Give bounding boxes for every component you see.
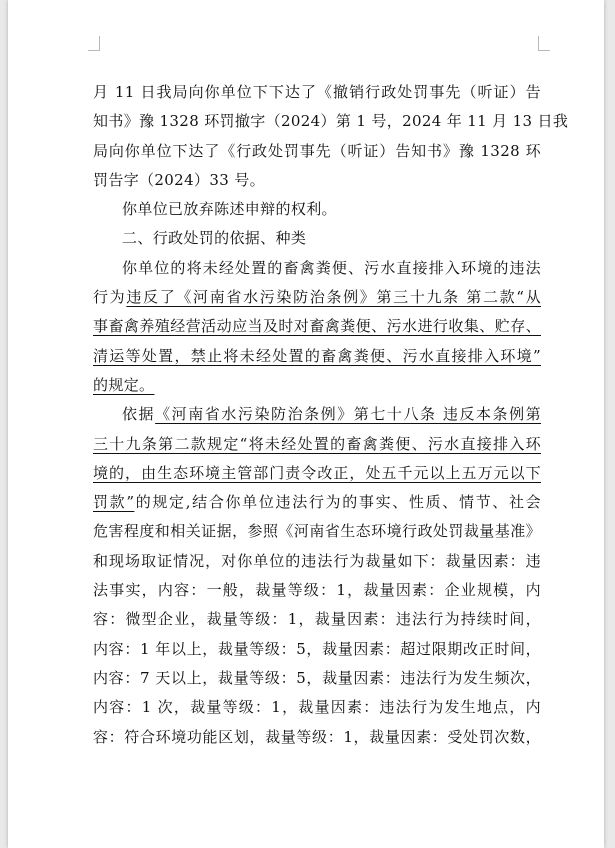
underlined-text: 《河南省水污染防治条例》第七十八条 违反本条例第 (155, 405, 542, 424)
page-corner-mark-left (88, 36, 100, 51)
document-page (8, 0, 604, 848)
text-line (93, 371, 541, 400)
underlined-text: 罚款” (93, 493, 135, 512)
text-line: 知书》豫 1328 环罚撤字（2024）第 1 号，2024 年 11 月 13 日我 (93, 112, 569, 131)
underlined-text: 境的，由生态环境主管部门责令改正，处五千元以上五万元以下 (93, 463, 541, 482)
text-line: 法事实，内容：一般，裁量等级：1，裁量因素：企业规模，内 (93, 581, 541, 600)
text-line (93, 459, 541, 488)
text-line: 罚款”的规定,结合你单位违法行为的事实、性质、情节、社会 (93, 493, 541, 512)
text-line: 局向你单位下达了《行政处罚事先（听证）告知书》豫 1328 环 (93, 141, 541, 160)
text-line: 容：符合环境功能区划，裁量等级：1，裁量因素：受处罚次数， (93, 727, 541, 746)
text-line (93, 342, 541, 371)
text-line: 罚告字（2024）33 号。 (93, 170, 265, 189)
text-line (93, 312, 541, 341)
underlined-text: 的规定。 (93, 375, 155, 394)
underlined-text: 三十九条第二款规定“将未经处置的畜禽粪便、污水直接排入环 (93, 434, 541, 453)
text-line: 依据《河南省水污染防治条例》第七十八条 违反本条例第 (122, 405, 542, 424)
text-line: 容：微型企业，裁量等级：1，裁量因素：违法行为持续时间， (93, 610, 541, 629)
text-line: 危害程度和相关证据，参照《河南省生态环境行政处罚裁量基准》 (93, 522, 541, 541)
text-line (93, 430, 541, 459)
document-body (93, 78, 569, 752)
underlined-text: 事畜禽养殖经营活动应当及时对畜禽粪便、污水进行收集、贮存、 (93, 317, 541, 336)
text-line: 内容：1 次，裁量等级：1，裁量因素：违法行为发生地点，内 (93, 698, 541, 717)
text-line: 行为违反了《河南省水污染防治条例》第三十九条 第二款“从 (93, 288, 542, 307)
text-line: 内容：7 天以上，裁量等级：5，裁量因素：违法行为发生频次， (93, 668, 541, 687)
section-heading: 二、行政处罚的依据、种类 (122, 229, 307, 248)
text-line: 你单位的将未经处置的畜禽粪便、污水直接排入环境的违法 (122, 258, 541, 277)
text-line: 内容：1 年以上，裁量等级：5，裁量因素：超过限期改正时间， (93, 639, 541, 658)
text-line: 月 11 日我局向你单位下下达了《撤销行政处罚事先（听证）告 (93, 83, 541, 101)
paragraph-statement: 你单位已放弃陈述申辩的权利。 (122, 200, 337, 219)
underlined-text: 清运等处置，禁止将未经处置的畜禽粪便、污水直接排入环境” (93, 346, 541, 365)
underlined-text: 违反了《河南省水污染防治条例》第三十九条 第二款“从 (126, 288, 542, 307)
text-line: 和现场取证情况，对你单位的违法行为裁量如下：裁量因素：违 (93, 551, 541, 570)
page-corner-mark-right (538, 36, 550, 51)
